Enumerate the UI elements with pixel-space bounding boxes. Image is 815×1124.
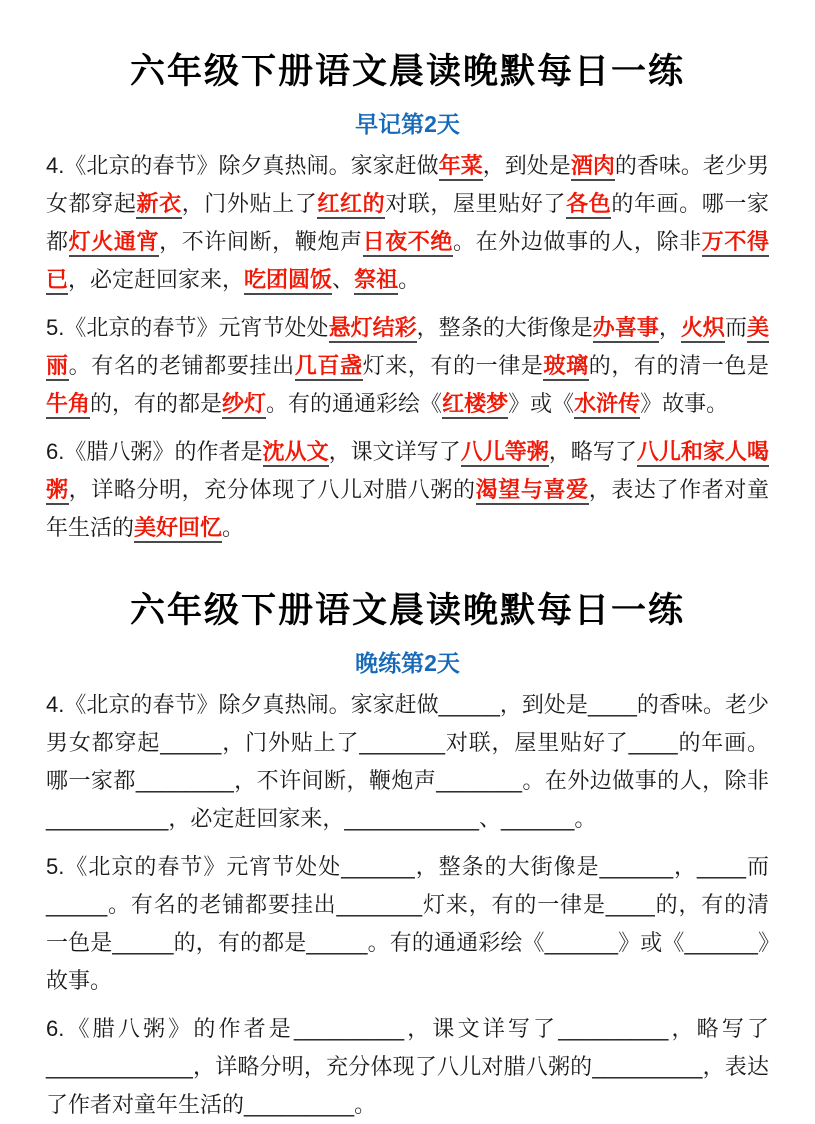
paragraph-text: 》或《 [508, 391, 575, 416]
paragraph-text: 的，有的清一色是 [588, 353, 769, 378]
answer-highlight: 各色 [566, 191, 611, 219]
worksheet-title: 六年级下册语文晨读晚默每日一练 [129, 52, 685, 91]
answer-highlight: 沈从文 [263, 439, 329, 467]
morning-paragraphs [46, 147, 769, 547]
paragraph-text: ， [658, 315, 681, 340]
worksheet-paragraph [46, 433, 769, 547]
evening-paragraphs [46, 686, 769, 1124]
paragraph-text: ，略写了 [548, 439, 637, 464]
paragraph-text: 4.《北京的春节》除夕真热闹。家家赶做_____，到处是____的香味。老少男女都穿起_____，门外贴上了_______对联，屋里贴好了____的年画。哪一家都________，不许间断，鞭炮声_______。在外边做事的人，除非__________，必定赶回家来，___________、______。 [46, 692, 769, 831]
paragraph-text: 对联，屋里贴好了 [385, 191, 567, 216]
paragraph-text: 4.《北京的春节》除夕真热闹。家家赶做 [46, 153, 439, 178]
paragraph-text: ，整条的大街像是 [416, 315, 593, 340]
paragraph-text: 5.《北京的春节》元宵节处处 [46, 315, 329, 340]
paragraph-text: 。 [222, 515, 245, 540]
paragraph-text: ，详略分明，充分体现了八儿对腊八粥的 [68, 477, 476, 502]
paragraph-text: ，表达了作者对童年生活的 [46, 477, 769, 540]
paragraph-text: 。在外边做事的人，除非 [453, 229, 702, 254]
answer-highlight: 八儿和家人喝粥 [46, 439, 769, 505]
answer-highlight: 新衣 [136, 191, 181, 219]
answer-highlight: 悬灯结彩 [329, 315, 417, 343]
worksheet-paragraph [46, 848, 769, 1000]
paragraph-text: ，不许间断，鞭炮声 [159, 229, 363, 254]
paragraph-text: 的香味。老少男女都穿起 [46, 153, 769, 216]
answer-highlight: 几百盏 [295, 353, 363, 381]
answer-highlight: 纱灯 [222, 391, 266, 419]
evening-day-subtitle: 晚练第2天 [355, 650, 460, 676]
worksheet-paragraph [46, 686, 769, 838]
paragraph-text: ，必定赶回家来， [68, 267, 245, 292]
paragraph-text: ，课文详写了 [328, 439, 461, 464]
answer-highlight: 美丽 [46, 315, 769, 381]
answer-highlight: 日夜不绝 [363, 229, 453, 257]
worksheet-paragraph [46, 309, 769, 423]
paragraph-text: 而 [724, 315, 747, 340]
answer-highlight: 水浒传 [574, 391, 640, 419]
paragraph-text: ，门外贴上了 [181, 191, 318, 216]
morning-day-subtitle: 早记第2天 [355, 111, 460, 137]
paragraph-text: 》故事。 [640, 391, 729, 416]
worksheet-paragraph [46, 147, 769, 299]
worksheet-paragraph [46, 1010, 769, 1124]
morning-reading-section [46, 30, 769, 547]
answer-highlight: 红楼梦 [442, 391, 508, 419]
answer-highlight: 八儿等粥 [461, 439, 549, 467]
answer-highlight: 火炽 [681, 315, 725, 343]
paragraph-text: 灯来，有的一律是 [362, 353, 544, 378]
answer-highlight: 办喜事 [593, 315, 659, 343]
worksheet-title-repeat: 六年级下册语文晨读晚默每日一练 [129, 591, 685, 630]
answer-highlight: 吃团圆饭 [244, 267, 332, 295]
paragraph-text: ，到处是 [482, 153, 571, 178]
answer-highlight: 灯火通宵 [69, 229, 159, 257]
answer-highlight: 年菜 [439, 153, 483, 181]
answer-highlight: 酒肉 [571, 153, 615, 181]
paragraph-text: 。有的通通彩绘《 [266, 391, 443, 416]
paragraph-text: 。 [398, 267, 421, 292]
answer-highlight: 红红的 [317, 191, 385, 219]
paragraph-text: 的，有的都是 [90, 391, 223, 416]
paragraph-text: 的年画。哪一家都 [46, 191, 769, 254]
evening-practice-section [46, 557, 769, 1124]
paragraph-text: 。有名的老铺都要挂出 [68, 353, 295, 378]
answer-highlight: 牛角 [46, 391, 90, 419]
paragraph-text: 6.《腊八粥》的作者是_________，课文详写了_________，略写了____________，详略分明，充分体现了八儿对腊八粥的_________，表达了作者对童年生活的_________。 [46, 1016, 769, 1117]
answer-highlight: 渴望与喜爱 [476, 477, 589, 505]
paragraph-text: 6.《腊八粥》的作者是 [46, 439, 263, 464]
paragraph-text: 5.《北京的春节》元宵节处处______，整条的大街像是______，____而_____。有名的老铺都要挂出_______灯来，有的一律是____的，有的清一色是_____的，有的都是_____。有的通通彩绘《______》或《______》故事。 [46, 854, 769, 993]
answer-highlight: 玻璃 [543, 353, 588, 381]
answer-highlight: 万不得已 [46, 229, 769, 295]
paragraph-text: 、 [332, 267, 355, 292]
answer-highlight: 美好回忆 [134, 515, 222, 543]
answer-highlight: 祭祖 [354, 267, 398, 295]
